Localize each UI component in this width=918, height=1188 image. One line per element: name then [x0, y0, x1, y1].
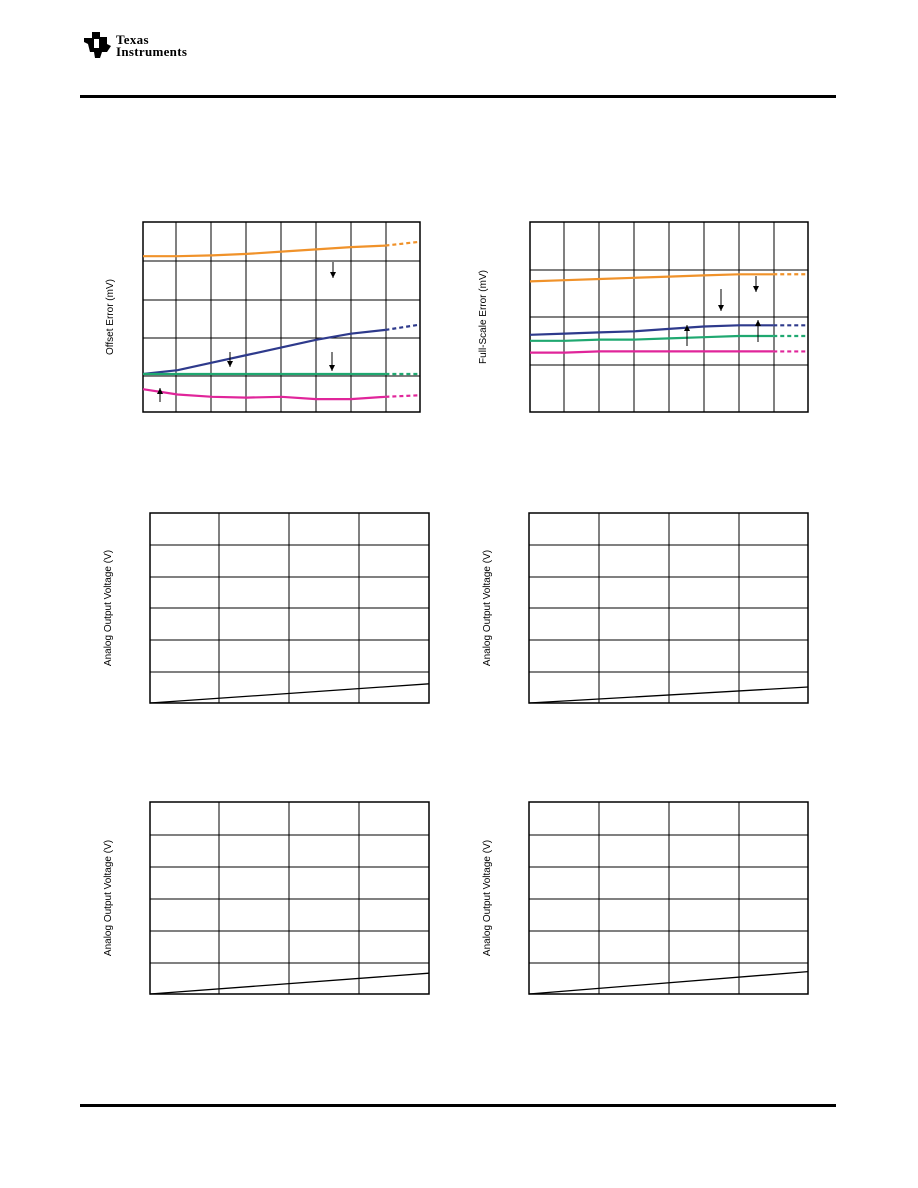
annotation-arrowhead-4 — [753, 286, 759, 292]
y-axis-label: Analog Output Voltage (V) — [103, 839, 114, 957]
series-dash-3 — [385, 395, 420, 397]
series-line-1 — [143, 330, 385, 374]
annotation-arrowhead-5 — [718, 305, 724, 311]
chart-6 — [482, 802, 808, 994]
annotation-arrowhead-7 — [755, 320, 761, 326]
series-dash-0 — [385, 242, 420, 246]
y-axis-label: Analog Output Voltage (V) — [482, 549, 493, 667]
chart-2 — [478, 222, 808, 412]
series-line-3 — [530, 351, 773, 352]
y-axis-label: Analog Output Voltage (V) — [103, 549, 114, 667]
chart-5 — [103, 802, 429, 994]
chart-3 — [103, 513, 429, 703]
series-dash-1 — [385, 325, 420, 330]
chart-1 — [105, 222, 420, 412]
y-axis-label: Full-Scale Error (mV) — [478, 270, 489, 364]
annotation-arrowhead-2 — [329, 365, 335, 371]
series-line-2 — [530, 336, 773, 341]
logo-line1: Texas — [116, 32, 149, 47]
series-line-0 — [530, 274, 773, 281]
chart-4 — [482, 513, 808, 703]
y-axis-label: Offset Error (mV) — [105, 279, 116, 355]
annotation-arrowhead-0 — [330, 272, 336, 278]
series-line-0 — [143, 246, 385, 257]
y-axis-label: Analog Output Voltage (V) — [482, 839, 493, 957]
logo-line2: Instruments — [116, 44, 188, 59]
series-line-1 — [530, 325, 773, 335]
annotation-arrowhead-1 — [227, 361, 233, 367]
series-line-3 — [143, 389, 385, 399]
